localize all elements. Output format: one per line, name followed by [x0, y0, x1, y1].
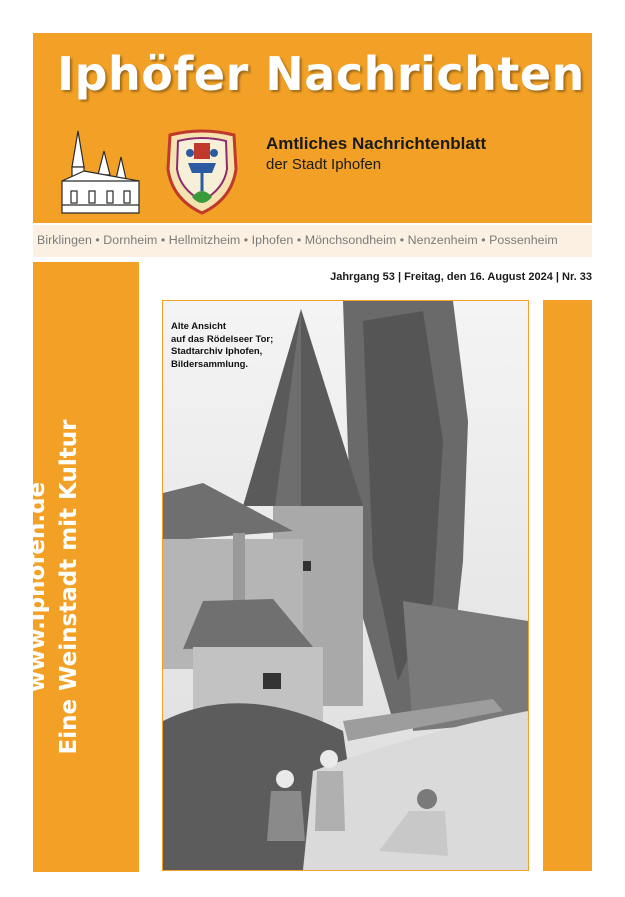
photo-caption	[171, 321, 273, 371]
cover-photo	[162, 300, 529, 871]
issue-line: Jahrgang 53 | Freitag, den 16. August 2024 | Nr. 33	[330, 271, 592, 283]
sidebar-vertical-text	[3, 307, 103, 867]
subtitle-official-gazette: Amtliches Nachrichtenblatt	[266, 134, 487, 153]
church-silhouette-icon	[59, 129, 143, 220]
masthead-header	[33, 33, 592, 223]
right-accent-bar	[543, 300, 592, 871]
coat-of-arms-icon	[164, 129, 240, 220]
caption-line: Stadtarchiv Iphofen,	[171, 346, 263, 357]
caption-line: Alte Ansicht	[171, 321, 227, 332]
caption-line: auf das Rödelseer Tor;	[171, 333, 274, 345]
website-url: www.iphofen.de	[24, 481, 50, 693]
villages-list: Birklingen • Dornheim • Hellmitzheim • Iphofen • Mönchsondheim • Nenzenheim • Possenheim	[37, 233, 558, 247]
villages-band	[33, 225, 592, 257]
subtitle-town: der Stadt Iphofen	[266, 156, 382, 173]
slogan-text: Eine Weinstadt mit Kultur	[56, 419, 82, 755]
caption-line: Bildersammlung.	[171, 358, 249, 370]
masthead-title: Iphöfer Nachrichten	[57, 47, 585, 101]
